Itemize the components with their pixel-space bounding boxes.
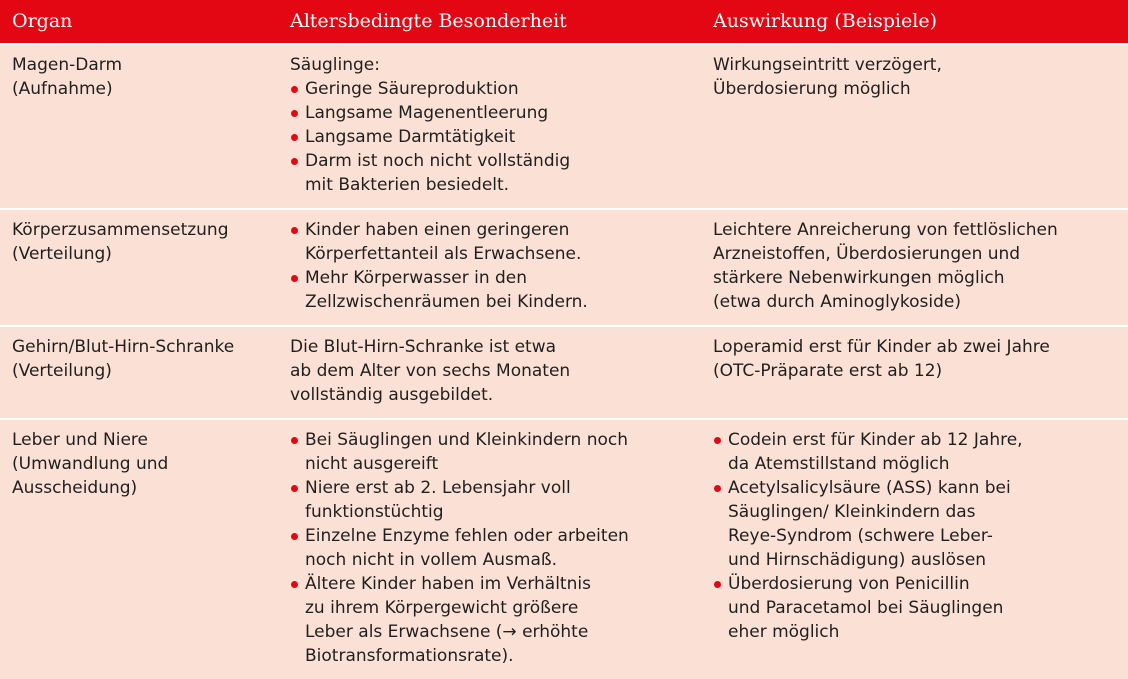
cell-line: Codein erst für Kinder ab 12 Jahre, bbox=[728, 430, 1023, 450]
cell-line: Einzelne Enzyme fehlen oder arbeiten bbox=[305, 526, 629, 546]
cell-line: Überdosierung möglich bbox=[713, 79, 911, 99]
cell-line: Geringe Säureproduktion bbox=[305, 79, 519, 99]
cell-line: und Hirnschädigung) auslösen bbox=[728, 550, 987, 570]
list-item bbox=[713, 476, 1118, 572]
cell-line: Niere erst ab 2. Lebensjahr voll bbox=[305, 478, 571, 498]
cell-line: funktionstüchtig bbox=[305, 502, 444, 522]
cell-line: Magen-Darm bbox=[12, 55, 123, 75]
cell-line: Leber und Niere bbox=[12, 430, 148, 450]
cell-line: Leber als Erwachsene (→ erhöhte bbox=[305, 622, 589, 642]
cell-line: Wirkungseintritt verzögert, bbox=[713, 55, 942, 75]
bullet-list bbox=[290, 77, 691, 197]
header-organ: Organ bbox=[12, 9, 73, 32]
cell-line: Biotransformationsrate). bbox=[305, 646, 514, 666]
list-item bbox=[290, 266, 691, 314]
besonderheit-cell bbox=[278, 326, 701, 419]
list-item bbox=[713, 572, 1118, 644]
organ-cell bbox=[0, 209, 278, 326]
header-row bbox=[0, 0, 1128, 44]
besonderheit-cell bbox=[278, 209, 701, 326]
table-row bbox=[0, 326, 1128, 419]
besonderheit-cell bbox=[278, 44, 701, 209]
cell-line: Arzneistoffen, Überdosierungen und bbox=[713, 244, 1021, 264]
auswirkung-cell bbox=[701, 44, 1128, 209]
bullet-list bbox=[290, 218, 691, 314]
cell-line: Loperamid erst für Kinder ab zwei Jahre bbox=[713, 337, 1050, 357]
cell-line: (Umwandlung und bbox=[12, 454, 169, 474]
cell-line: und Paracetamol bei Säuglingen bbox=[728, 598, 1004, 618]
list-item bbox=[290, 77, 691, 101]
cell-line: Langsame Magenentleerung bbox=[305, 103, 549, 123]
auswirkung-cell bbox=[701, 209, 1128, 326]
cell-line: da Atemstillstand möglich bbox=[728, 454, 950, 474]
cell-line: (etwa durch Aminoglykoside) bbox=[713, 292, 961, 312]
table-row bbox=[0, 44, 1128, 209]
cell-line: Acetylsalicylsäure (ASS) kann bei bbox=[728, 478, 1011, 498]
auswirkung-cell bbox=[701, 326, 1128, 419]
cell-line: nicht ausgereift bbox=[305, 454, 439, 474]
cell-line: (Aufnahme) bbox=[12, 79, 113, 99]
cell-line: stärkere Nebenwirkungen möglich bbox=[713, 268, 1005, 288]
list-item bbox=[290, 476, 691, 524]
list-item bbox=[290, 125, 691, 149]
cell-line: Darm ist noch nicht vollständig bbox=[305, 151, 571, 171]
list-item bbox=[290, 428, 691, 476]
organ-cell bbox=[0, 419, 278, 679]
cell-line: vollständig ausgebildet. bbox=[290, 385, 494, 405]
header-besonderheit: Altersbedingte Besonderheit bbox=[290, 9, 567, 32]
cell-line: Kinder haben einen geringeren bbox=[305, 220, 570, 240]
cell-line: Mehr Körperwasser in den bbox=[305, 268, 528, 288]
cell-line: Leichtere Anreicherung von fettlöslichen bbox=[713, 220, 1058, 240]
cell-line: eher möglich bbox=[728, 622, 840, 642]
cell-line: zu ihrem Körpergewicht größere bbox=[305, 598, 579, 618]
cell-line: mit Bakterien besiedelt. bbox=[305, 175, 510, 195]
cell-line: (OTC-Präparate erst ab 12) bbox=[713, 361, 943, 381]
list-item bbox=[713, 428, 1118, 476]
cell-line: Körperzusammensetzung bbox=[12, 220, 229, 240]
list-item bbox=[290, 218, 691, 266]
list-item bbox=[290, 572, 691, 668]
cell-line: Langsame Darmtätigkeit bbox=[305, 127, 516, 147]
table-row bbox=[0, 419, 1128, 679]
header-auswirkung: Auswirkung (Beispiele) bbox=[713, 9, 937, 32]
cell-line: noch nicht in vollem Ausmaß. bbox=[305, 550, 557, 570]
cell-line: (Verteilung) bbox=[12, 361, 112, 381]
organ-cell bbox=[0, 44, 278, 209]
cell-line: Die Blut-Hirn-Schranke ist etwa bbox=[290, 337, 557, 357]
table-row bbox=[0, 209, 1128, 326]
auswirkung-cell bbox=[701, 419, 1128, 679]
cell-intro: Säuglinge: bbox=[290, 55, 380, 75]
bullet-list bbox=[290, 428, 691, 668]
cell-line: Ältere Kinder haben im Verhältnis bbox=[305, 574, 591, 594]
cell-line: Reye-Syndrom (schwere Leber- bbox=[728, 526, 993, 546]
cell-line: Säuglingen/ Kleinkindern das bbox=[728, 502, 976, 522]
list-item bbox=[290, 149, 691, 197]
cell-line: Überdosierung von Penicillin bbox=[728, 574, 970, 594]
cell-line: ab dem Alter von sechs Monaten bbox=[290, 361, 571, 381]
cell-line: Ausscheidung) bbox=[12, 478, 138, 498]
list-item bbox=[290, 524, 691, 572]
list-item bbox=[290, 101, 691, 125]
cell-line: (Verteilung) bbox=[12, 244, 112, 264]
bullet-list bbox=[713, 428, 1118, 644]
besonderheit-cell bbox=[278, 419, 701, 679]
cell-line: Zellzwischenräumen bei Kindern. bbox=[305, 292, 588, 312]
cell-line: Bei Säuglingen und Kleinkindern noch bbox=[305, 430, 628, 450]
cell-line: Gehirn/Blut-Hirn-Schranke bbox=[12, 337, 235, 357]
organ-cell bbox=[0, 326, 278, 419]
cell-line: Körperfettanteil als Erwachsene. bbox=[305, 244, 582, 264]
